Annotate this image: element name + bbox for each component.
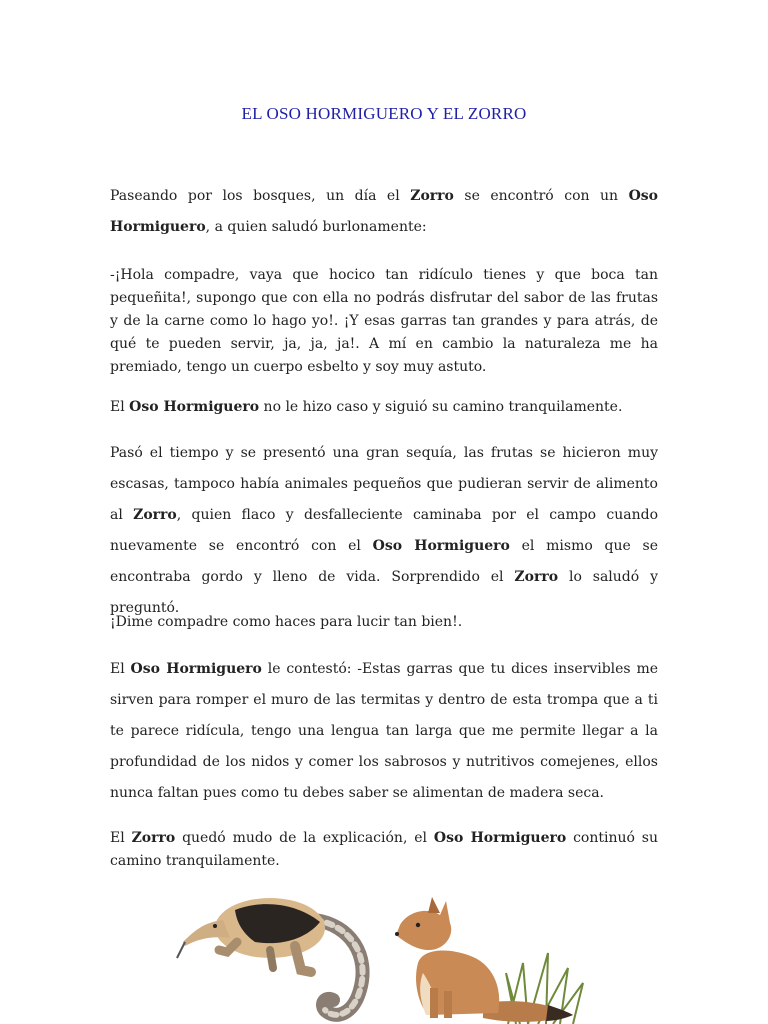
text-segment: Paseando por los bosques, un día el	[110, 188, 411, 204]
text-segment: le contestó: -Estas garras que tu dices inservibles me sirven para romper el muro de las termitas y dentro de esta trompa que a ti te parece ridícula, tengo una lengua tan larga que me permite llegar a la profundidad de los nidos y comer los sabrosos y nutritivos comejenes, ellos nunca faltan pues como tu debes saber se alimentan de madera seca.	[110, 661, 659, 801]
bold-term: Zorro	[410, 188, 454, 204]
anteater-illustration	[175, 880, 375, 1024]
text-segment: ¡Dime compadre como haces para lucir tan bien!.	[110, 614, 463, 630]
text-segment: lo saludó y preguntó.	[110, 569, 658, 616]
bold-term: Zorro	[131, 830, 176, 846]
text-segment: continuó su camino tranquilamente.	[110, 830, 658, 869]
text-segment: quedó mudo de la explicación, el	[175, 830, 434, 846]
fox-illustration	[388, 893, 588, 1024]
bold-term: Oso Hormiguero	[130, 661, 262, 677]
text-segment: no le hizo caso y siguió su camino tranquilamente.	[259, 399, 623, 415]
paragraph-4	[110, 438, 658, 624]
text-segment: El	[110, 661, 131, 677]
bold-term: Oso Hormiguero	[433, 830, 567, 846]
paragraph-7	[110, 827, 658, 873]
paragraph-1	[110, 181, 658, 243]
bold-term: Oso Hormiguero	[129, 399, 260, 415]
paragraph-2	[110, 264, 658, 379]
text-segment: El	[110, 399, 130, 415]
text-segment: -¡Hola compadre, vaya que hocico tan ridículo tienes y que boca tan pequeñita!, supongo que con ella no podrás disfrutar del sabor de las frutas y de la carne como lo hago yo!. ¡Y esas garras tan grandes y para atrás, de qué te pueden servir, ja, ja, ja!. A mí en cambio la naturaleza me ha premiado, tengo un cuerpo esbelto y soy muy astuto.	[110, 267, 658, 375]
text-segment: Pasó el tiempo y se presentó una gran sequía, las frutas se hicieron muy escasas, tampoco había animales pequeños que pudieran servir de alimento al	[110, 445, 658, 523]
paragraph-5	[110, 607, 658, 638]
bold-term: Oso Hormiguero	[110, 188, 659, 235]
paragraph-6	[110, 654, 658, 809]
text-segment: , a quien saludó burlonamente:	[205, 219, 427, 235]
text-segment: , quien flaco y desfalleciente caminaba por el campo cuando nuevamente se encontró con el	[110, 507, 658, 554]
text-segment: se encontró con un	[453, 188, 629, 204]
bold-term: Zorro	[514, 569, 559, 585]
bold-term: Oso Hormiguero	[372, 538, 510, 554]
text-segment: el mismo que se encontraba gordo y lleno de vida. Sorprendido el	[110, 538, 658, 585]
bold-term: Zorro	[133, 507, 177, 523]
text-segment: El	[110, 830, 132, 846]
paragraph-3	[110, 396, 658, 419]
document-title: EL OSO HORMIGUERO Y EL ZORRO	[241, 104, 527, 123]
